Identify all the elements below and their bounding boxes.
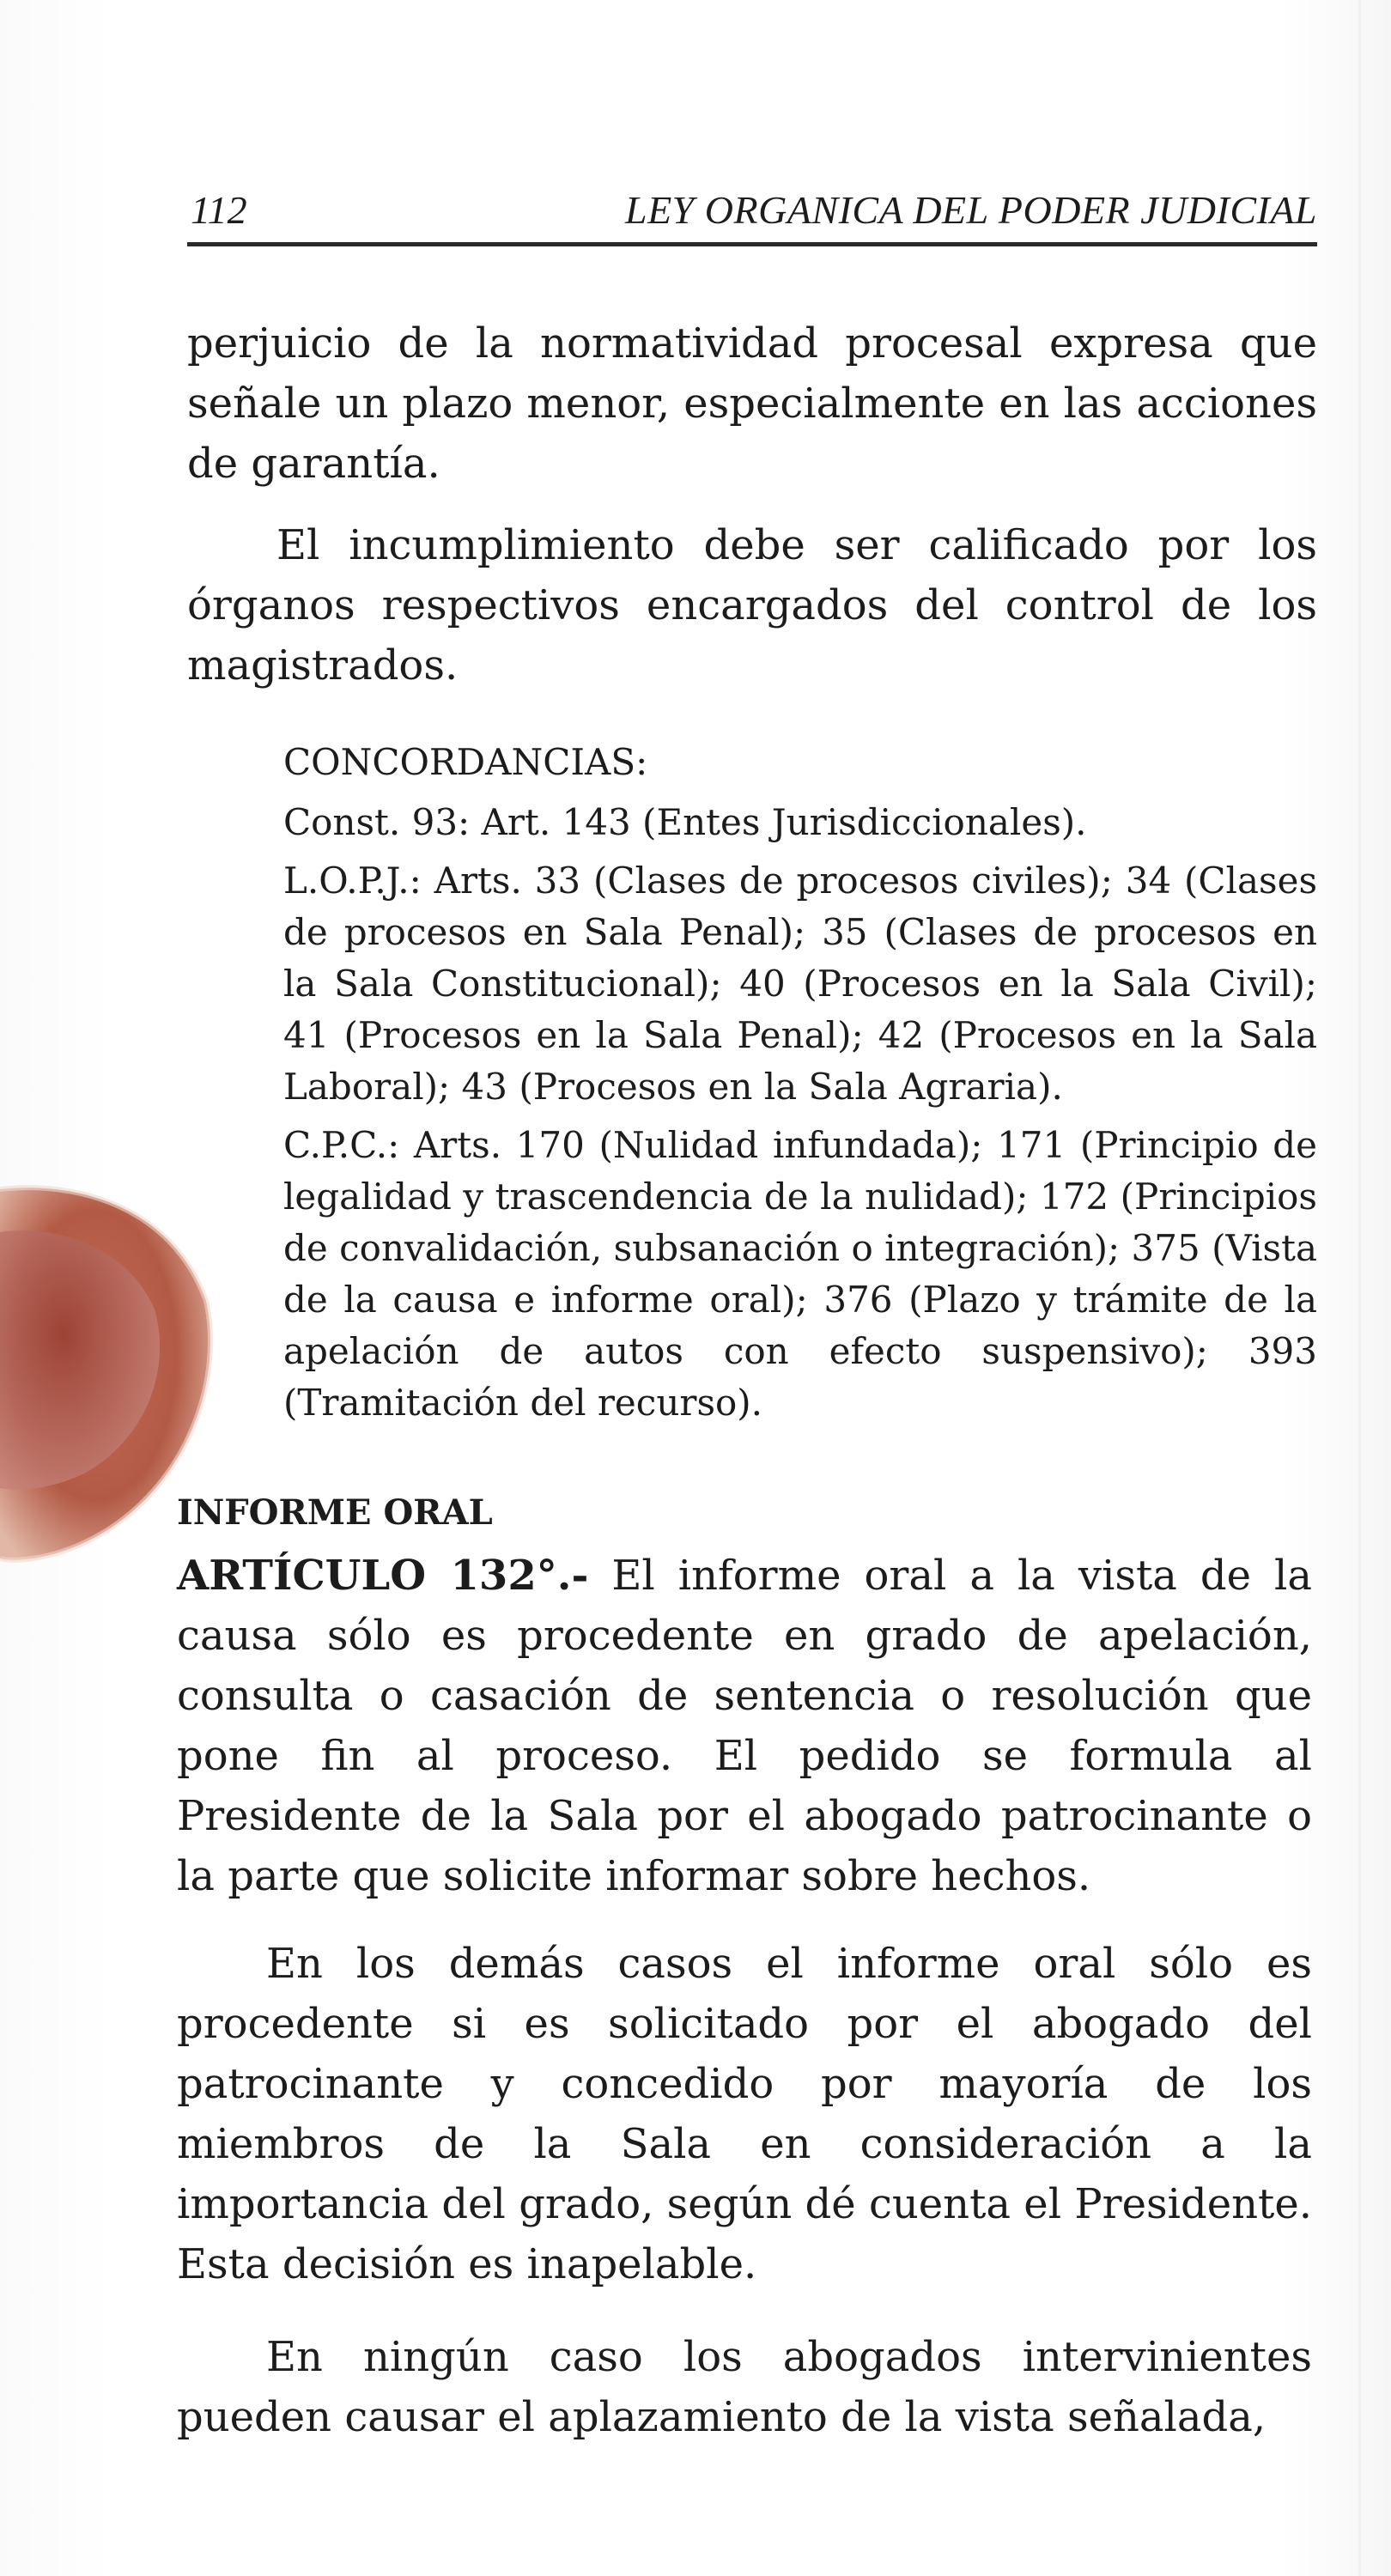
paragraph-1: perjuicio de la normatividad procesal expresa que señale un plazo menor, especialmente en las acciones de garantía.	[187, 319, 1317, 488]
paragraph-5-text: En ningún caso los abogados intervinientes pueden causar el aplazamiento de la vista señalada,	[177, 2333, 1312, 2441]
running-title: LEY ORGANICA DEL PODER JUDICIAL	[624, 188, 1317, 232]
concordancia-const: Const. 93: Art. 143 (Entes Jurisdiccionales).	[283, 801, 1087, 843]
paragraph-2-text: El incumplimiento debe ser calificado por los órganos respectivos encargados del control de los magistrados.	[187, 521, 1317, 690]
concordancia-lopj: L.O.P.J.: Arts. 33 (Clases de procesos civiles); 34 (Clases de procesos en Sala Penal); 35 (Clases de procesos en la Sala Constitucional); 40 (Procesos en la Sala Civil); 41 (Procesos en la Sala Penal); 42 (Procesos en la Sala Laboral); 43 (Procesos en la Sala Agraria).	[283, 860, 1317, 1108]
concordancias-heading: CONCORDANCIAS:	[283, 741, 648, 783]
article-132	[177, 1546, 1312, 1906]
article-number: ARTÍCULO 132°.-	[177, 1552, 589, 1600]
paragraph-2	[187, 515, 1317, 696]
article-text: El informe oral a la vista de la causa sólo es procedente en grado de apelación, consulta o casación de sentencia o resolución que pone fin al proceso. El pedido se formula al Presidente de la Sala por el abogado patrocinante o la parte que solicite informar sobre hechos.	[177, 1552, 1312, 1900]
paragraph-4	[177, 1934, 1312, 2294]
paragraph-4-text: En los demás casos el informe oral sólo es procedente si es solicitado por el abogado del patrocinante y concedido por mayoría de los miembros de la Sala en consideración a la importancia del grado, según dé cuenta el Presidente. Esta decisión es inapelable.	[177, 1940, 1312, 2288]
concordancias-block	[283, 737, 1317, 1436]
page-edge	[1358, 0, 1361, 2576]
section-title: INFORME ORAL	[177, 1492, 493, 1533]
paragraph-5	[177, 2327, 1312, 2447]
page-number: 112	[191, 188, 247, 232]
concordancia-cpc: C.P.C.: Arts. 170 (Nulidad infundada); 171 (Principio de legalidad y trascendencia de la nulidad); 172 (Principios de convalidación, subsanación o integración); 375 (Vista de la causa e informe oral); 376 (Plazo y trámite de la apelación de autos con efecto suspensivo); 393 (Tramitación del recurso).	[283, 1124, 1317, 1424]
page-header	[187, 182, 1317, 246]
thumb-image	[0, 1172, 215, 1576]
